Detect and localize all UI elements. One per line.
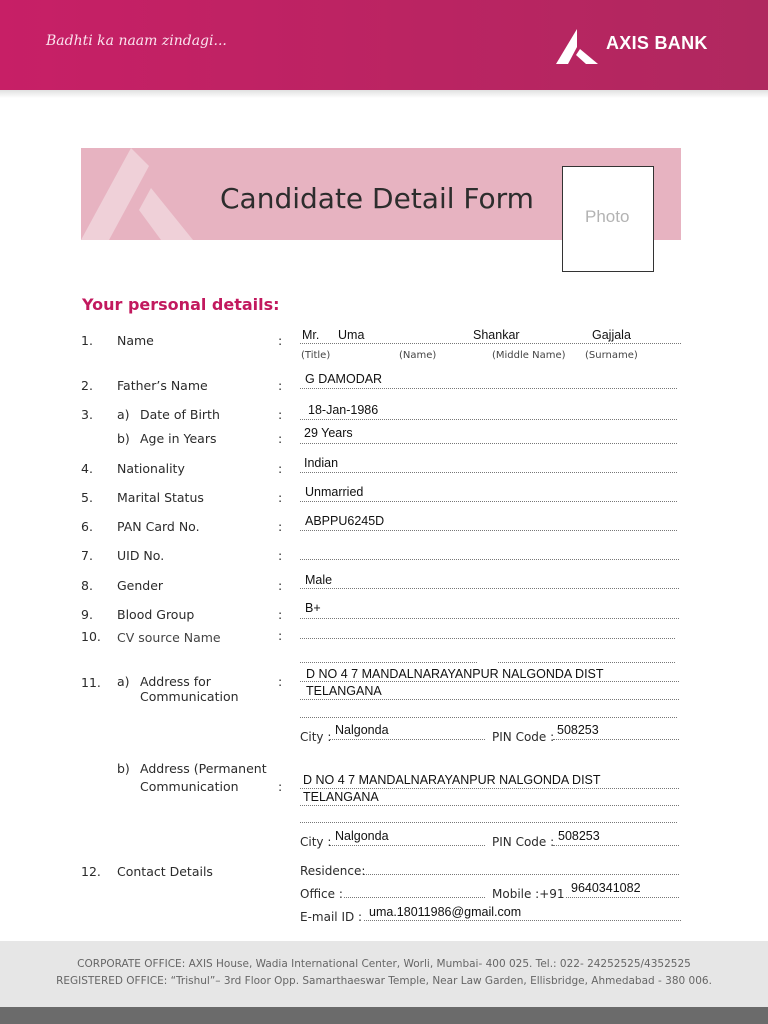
address-comm-label-line1: Address for: [140, 674, 211, 689]
address-comm-underline3: [300, 717, 677, 718]
marital-status-value[interactable]: Unmarried: [305, 485, 364, 499]
colon: :: [278, 431, 283, 446]
address-comm-label-line2: Communication: [140, 689, 239, 704]
blood-group-underline: [300, 618, 679, 619]
address-perm-line2[interactable]: TELANGANA: [303, 790, 379, 804]
dob-sub-number: a): [117, 407, 130, 422]
bank-name: AXIS BANK: [606, 33, 708, 53]
colon: :: [278, 378, 283, 393]
colon: :: [278, 333, 283, 348]
cv-source-underline: [300, 638, 675, 639]
axis-logo-icon: [554, 27, 600, 65]
colon: :: [278, 519, 283, 534]
pan-value[interactable]: ABPPU6245D: [305, 514, 385, 528]
cv-source-label: CV source Name: [117, 630, 221, 645]
perm-city-underline: [330, 845, 485, 846]
footer: [0, 941, 768, 1007]
row-number: 5.: [81, 490, 93, 505]
address-perm-underline1: [300, 788, 679, 789]
footer-bottom-bar: [0, 1007, 768, 1024]
address-perm-label-line1: Address (Permanent: [140, 761, 267, 776]
row-number: 4.: [81, 461, 93, 476]
colon: :: [278, 607, 283, 622]
address-perm-label-line2: Communication: [140, 779, 239, 794]
perm-city-label: City :: [300, 835, 332, 849]
row-number: 12.: [81, 864, 101, 879]
perm-pin-code-underline: [553, 845, 679, 846]
office-label: Office :: [300, 887, 343, 901]
name-label: Name: [117, 333, 154, 348]
surname-caption: (Surname): [585, 350, 638, 361]
nationality-value[interactable]: Indian: [304, 456, 339, 470]
address-perm-sub-number: b): [117, 761, 130, 776]
colon: :: [278, 407, 283, 422]
email-label: E-mail ID :: [300, 910, 363, 924]
gender-value[interactable]: Male: [305, 573, 333, 587]
colon: :: [278, 674, 283, 689]
age-sub-number: b): [117, 431, 130, 446]
address-top-underline-right: [498, 662, 675, 663]
dob-label: Date of Birth: [140, 407, 220, 422]
pan-underline: [300, 530, 677, 531]
row-number: 2.: [81, 378, 93, 393]
colon: :: [278, 578, 283, 593]
pin-code-label: PIN Code :: [492, 730, 555, 744]
residence-label: Residence:: [300, 864, 366, 878]
uid-label: UID No.: [117, 548, 165, 563]
pan-label: PAN Card No.: [117, 519, 200, 534]
marital-status-underline: [300, 501, 677, 502]
address-perm-underline3: [300, 822, 677, 823]
contact-details-label: Contact Details: [117, 864, 213, 879]
title-caption: (Title): [301, 350, 331, 361]
father-name-value[interactable]: G DAMODAR: [305, 372, 383, 386]
section-heading: Your personal details:: [82, 295, 280, 314]
colon: :: [278, 490, 283, 505]
header-shadow: [0, 90, 768, 98]
pin-code-value[interactable]: 508253: [557, 723, 599, 737]
surname-value[interactable]: Gajjala: [592, 328, 631, 342]
father-name-underline: [300, 388, 677, 389]
corporate-office-address: CORPORATE OFFICE: AXIS House, Wadia International Center, Worli, Mumbai- 400 025. Tel.: 022- 24252525/4352525: [77, 958, 691, 970]
email-underline: [364, 920, 681, 921]
gender-underline: [300, 588, 679, 589]
registered-office-address: REGISTERED OFFICE: “Trishul”– 3rd Floor Opp. Samarthaeswar Temple, Near Law Garden, Ellisbridge, Ahmedabad - 380 006.: [56, 975, 712, 987]
age-value[interactable]: 29 Years: [304, 426, 353, 440]
age-label: Age in Years: [140, 431, 217, 446]
blood-group-label: Blood Group: [117, 607, 195, 622]
mobile-value[interactable]: 9640341082: [571, 881, 641, 895]
gender-label: Gender: [117, 578, 164, 593]
perm-pin-code-label: PIN Code :: [492, 835, 555, 849]
row-number: 10.: [81, 629, 101, 644]
colon: :: [278, 548, 283, 563]
nationality-label: Nationality: [117, 461, 185, 476]
title-value[interactable]: Mr.: [302, 328, 320, 342]
mobile-label: Mobile :+91: [492, 887, 565, 901]
watermark-logo-icon: [81, 148, 201, 240]
address-top-underline-left: [300, 662, 477, 663]
mobile-underline: [566, 897, 679, 898]
row-number: 8.: [81, 578, 93, 593]
pin-code-underline: [553, 739, 679, 740]
address-comm-sub-number: a): [117, 674, 130, 689]
row-number: 6.: [81, 519, 93, 534]
address-comm-line1[interactable]: D NO 4 7 MANDALNARAYANPUR NALGONDA DIST: [306, 667, 604, 681]
uid-underline: [300, 559, 679, 560]
city-value[interactable]: Nalgonda: [335, 723, 389, 737]
row-number: 9.: [81, 607, 93, 622]
middle-name-caption: (Middle Name): [492, 350, 566, 361]
perm-pin-code-value[interactable]: 508253: [558, 829, 600, 843]
dob-underline: [300, 419, 677, 420]
dob-value[interactable]: 18-Jan-1986: [308, 403, 379, 417]
colon: :: [278, 628, 283, 643]
colon: :: [278, 461, 283, 476]
blood-group-value[interactable]: B+: [305, 601, 321, 615]
address-comm-underline2: [300, 699, 679, 700]
father-name-label: Father’s Name: [117, 378, 208, 393]
address-perm-line1[interactable]: D NO 4 7 MANDALNARAYANPUR NALGONDA DIST: [303, 773, 601, 787]
office-underline: [344, 897, 485, 898]
row-number: 1.: [81, 333, 93, 348]
row-number: 3.: [81, 407, 93, 422]
city-underline: [330, 739, 485, 740]
first-name-value[interactable]: Uma: [338, 328, 365, 342]
age-underline: [300, 443, 677, 444]
row-number: 11.: [81, 675, 101, 690]
email-value[interactable]: uma.18011986@gmail.com: [369, 905, 522, 919]
address-comm-underline1: [300, 681, 679, 682]
perm-city-value[interactable]: Nalgonda: [335, 829, 389, 843]
form-title: Candidate Detail Form: [220, 182, 534, 215]
marital-status-label: Marital Status: [117, 490, 204, 505]
name-underline: [300, 343, 681, 344]
row-number: 7.: [81, 548, 93, 563]
city-label: City :: [300, 730, 332, 744]
brand-tagline: Badhti ka naam zindagi...: [46, 33, 227, 49]
nationality-underline: [300, 472, 677, 473]
residence-underline: [364, 874, 679, 875]
address-perm-underline2: [300, 805, 679, 806]
address-comm-line2[interactable]: TELANGANA: [306, 684, 382, 698]
middle-name-value[interactable]: Shankar: [473, 328, 520, 342]
colon: :: [278, 779, 283, 794]
photo-label: Photo: [585, 207, 630, 226]
name-caption: (Name): [399, 350, 437, 361]
